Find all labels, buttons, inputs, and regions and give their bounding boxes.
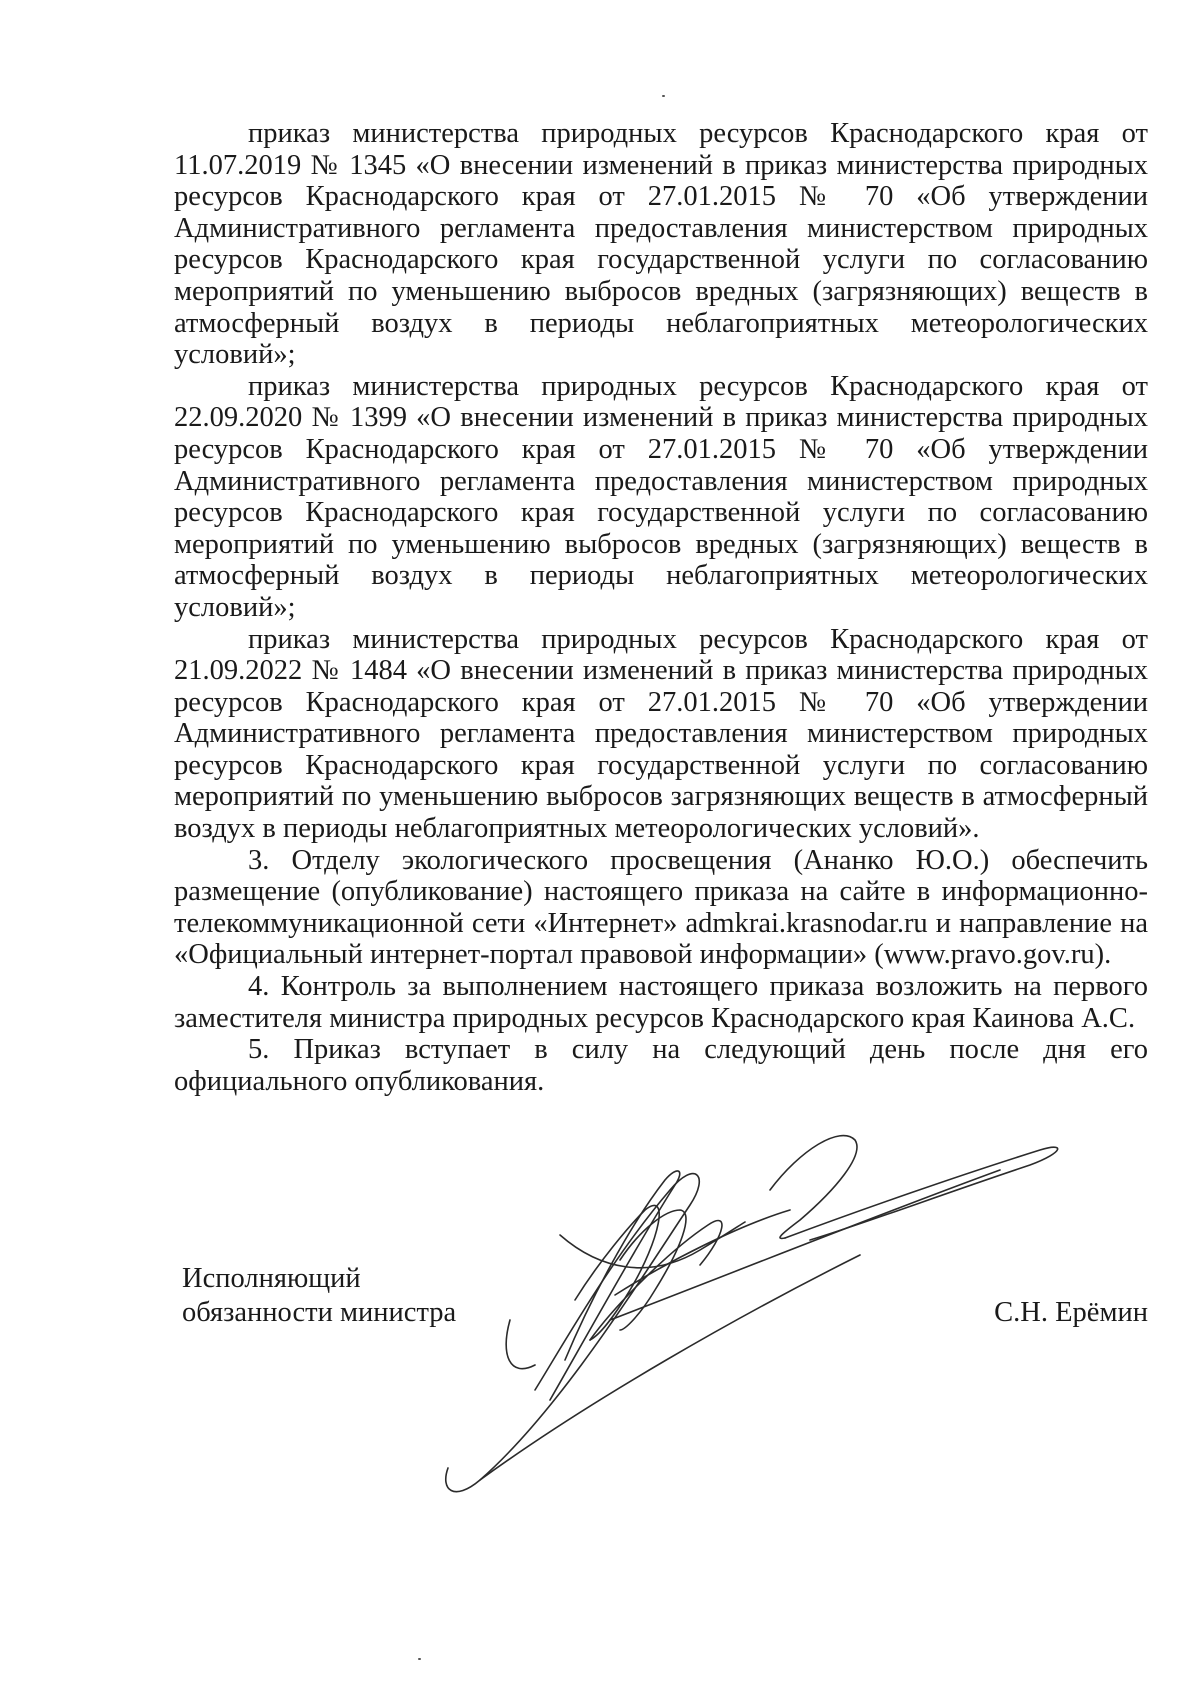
signature-stroke [590, 1221, 722, 1340]
signature-stroke [620, 1210, 686, 1330]
signature-stroke [785, 1147, 1058, 1240]
paragraph-order-2019: приказ министерства природных ресурсов Краснодарского края от 11.07.2019 № 1345 «О внесении изменений в приказ министерства природных ресурсов Краснодарского края от 27.01.2015 № 70 «Об утверждении Административного регламента предоставления министерством природных ресурсов Краснодарского края государственной услуги по согласованию мероприятий по уменьшению выбросов вредных (загрязняющих) веществ в атмосферный воздух в периоды неблагоприятных метеорологических условий»; [174, 118, 1148, 371]
signer-role-line-1: Исполняющий [182, 1263, 361, 1294]
signature-stroke [610, 1170, 1000, 1320]
signature-stroke [480, 1255, 860, 1480]
paragraph-item-5: 5. Приказ вступает в силу на следующий день после дня его официального опубликования. [174, 1034, 1148, 1097]
signature-stroke [770, 1136, 857, 1239]
scan-speck [662, 95, 665, 97]
paragraph-item-4: 4. Контроль за выполнением настоящего приказа возложить на первого заместителя министра природных ресурсов Краснодарского края Каинова А.С. [174, 971, 1148, 1034]
signature-stroke [560, 1222, 745, 1268]
signer-role-line-2: обязанности министра [182, 1297, 457, 1328]
paragraph-order-2022: приказ министерства природных ресурсов Краснодарского края от 21.09.2022 № 1484 «О внесении изменений в приказ министерства природных ресурсов Краснодарского края от 27.01.2015 № 70 «Об утверждении Административного регламента предоставления министерством природных ресурсов Краснодарского края государственной услуги по согласованию мероприятий по уменьшению выбросов загрязняющих веществ в атмосферный воздух в периоды неблагоприятных метеорологических условий». [174, 623, 1148, 845]
signature-stroke [446, 1174, 700, 1492]
signature-stroke [615, 1210, 790, 1295]
paragraph-item-3: 3. Отделу экологического просвещения (Ананко Ю.О.) обеспечить размещение (опубликование) настоящего приказа на сайте в информационно-телекоммуникационной сети «Интернет» admkrai.krasnodar.ru и направление на «Официальный интернет-портал правовой информации» (www.pravo.gov.ru). [174, 844, 1148, 971]
signature-stroke [550, 1171, 680, 1400]
handwritten-signature [440, 1130, 1140, 1500]
signature-stroke [506, 1320, 535, 1369]
signature-stroke [575, 1205, 659, 1340]
signer-role [182, 1262, 456, 1330]
scan-speck [418, 1658, 421, 1660]
document-body [174, 118, 1148, 1097]
paragraph-order-2020: приказ министерства природных ресурсов Краснодарского края от 22.09.2020 № 1399 «О внесении изменений в приказ министерства природных ресурсов Краснодарского края от 27.01.2015 № 70 «Об утверждении Административного регламента предоставления министерством природных ресурсов Краснодарского края государственной услуги по согласованию мероприятий по уменьшению выбросов вредных (загрязняющих) веществ в атмосферный воздух в периоды неблагоприятных метеорологических условий»; [174, 370, 1148, 623]
signer-name: С.Н. Ерёмин [994, 1297, 1148, 1328]
